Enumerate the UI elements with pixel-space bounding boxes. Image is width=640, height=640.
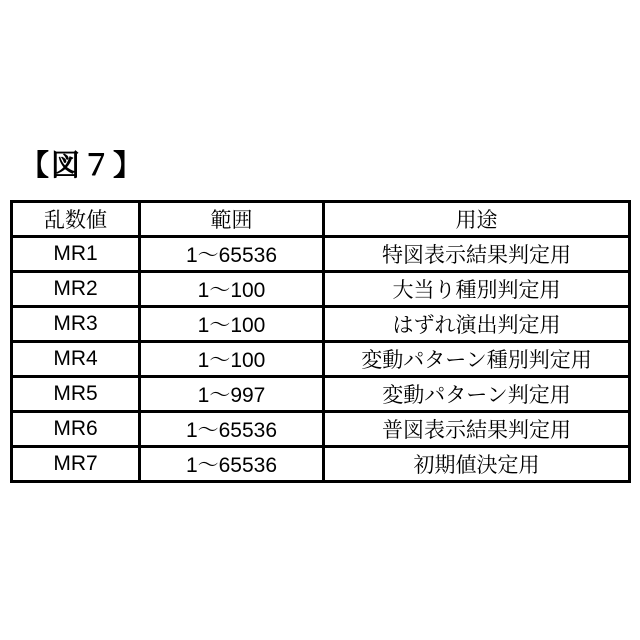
random-values-table — [10, 200, 631, 483]
cell-use: 特図表示結果判定用 — [324, 237, 630, 272]
cell-random-value: MR4 — [12, 342, 140, 377]
cell-random-value: MR7 — [12, 447, 140, 482]
cell-range: 1～65536 — [140, 447, 324, 482]
cell-random-value: MR1 — [12, 237, 140, 272]
cell-range: 1～100 — [140, 272, 324, 307]
table-row — [12, 412, 630, 447]
cell-use: はずれ演出判定用 — [324, 307, 630, 342]
cell-range: 1～100 — [140, 342, 324, 377]
table-row — [12, 272, 630, 307]
cell-use: 大当り種別判定用 — [324, 272, 630, 307]
table-row — [12, 342, 630, 377]
cell-range: 1～100 — [140, 307, 324, 342]
cell-range: 1～65536 — [140, 237, 324, 272]
cell-range: 1～65536 — [140, 412, 324, 447]
table-row — [12, 237, 630, 272]
cell-random-value: MR3 — [12, 307, 140, 342]
cell-use: 初期値決定用 — [324, 447, 630, 482]
column-header-use: 用途 — [324, 202, 630, 237]
table-row — [12, 377, 630, 412]
cell-use: 変動パターン判定用 — [324, 377, 630, 412]
column-header-random-value: 乱数値 — [12, 202, 140, 237]
table-row — [12, 447, 630, 482]
table-row — [12, 307, 630, 342]
table-header — [12, 202, 630, 237]
figure-title: 【図７】 — [20, 150, 145, 182]
cell-range: 1～997 — [140, 377, 324, 412]
cell-use: 普図表示結果判定用 — [324, 412, 630, 447]
cell-use: 変動パターン種別判定用 — [324, 342, 630, 377]
header-row — [12, 202, 630, 237]
cell-random-value: MR5 — [12, 377, 140, 412]
cell-random-value: MR6 — [12, 412, 140, 447]
cell-random-value: MR2 — [12, 272, 140, 307]
column-header-range: 範囲 — [140, 202, 324, 237]
table-body — [12, 237, 630, 482]
